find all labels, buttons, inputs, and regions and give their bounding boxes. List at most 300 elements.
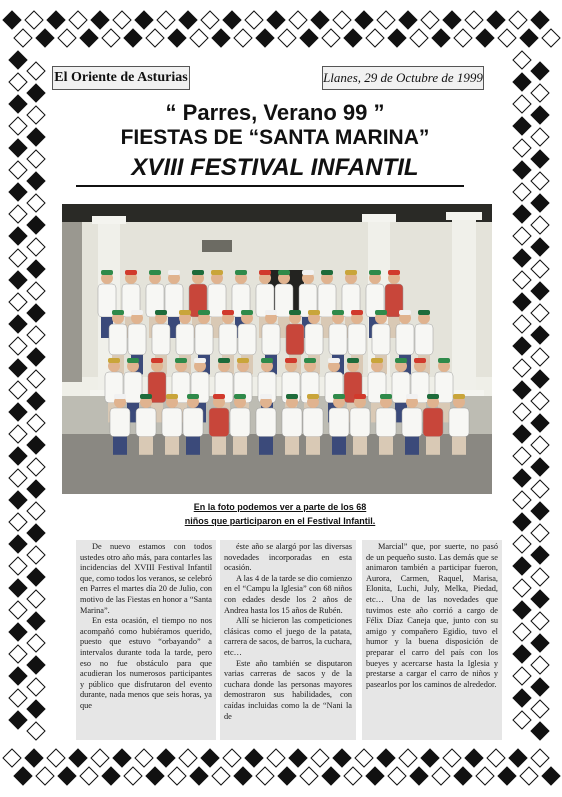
child-cap <box>418 310 430 315</box>
border-diamond <box>289 11 307 29</box>
border-diamond <box>9 227 27 245</box>
child-shirt <box>348 324 366 355</box>
border-diamond <box>9 579 27 597</box>
border-diamond <box>27 216 45 234</box>
photo-caption <box>100 500 460 528</box>
border-diamond <box>531 590 549 608</box>
child-legs <box>379 437 393 455</box>
border-diamond <box>9 205 27 223</box>
border-diamond <box>27 84 45 102</box>
border-diamond <box>124 767 142 785</box>
child-cap <box>371 358 383 363</box>
child-cap <box>399 310 411 315</box>
border-diamond <box>531 458 549 476</box>
border-diamond <box>476 767 494 785</box>
child-cap <box>285 358 297 363</box>
border-diamond <box>27 326 45 344</box>
border-diamond <box>27 458 45 476</box>
child-cap <box>438 358 450 363</box>
border-diamond <box>47 749 65 767</box>
border-diamond <box>27 106 45 124</box>
child-cap <box>175 358 187 363</box>
border-diamond <box>513 645 531 663</box>
child-legs <box>332 437 346 455</box>
child-shirt <box>256 408 276 437</box>
child-cap <box>259 270 271 275</box>
border-diamond <box>102 767 120 785</box>
child-cap <box>427 394 439 399</box>
border-diamond <box>190 767 208 785</box>
group-photo <box>62 204 492 494</box>
headline-underline <box>76 185 464 187</box>
border-diamond <box>27 524 45 542</box>
child-shirt <box>209 408 229 437</box>
border-diamond <box>27 480 45 498</box>
child-shirt <box>415 324 433 355</box>
border-diamond <box>9 667 27 685</box>
border-diamond <box>27 370 45 388</box>
child-shirt <box>303 408 323 437</box>
child-shirt <box>176 324 194 355</box>
border-diamond <box>300 767 318 785</box>
child-cap <box>151 358 163 363</box>
border-diamond <box>27 546 45 564</box>
border-diamond <box>513 403 531 421</box>
border-diamond <box>9 161 27 179</box>
border-diamond <box>531 128 549 146</box>
border-diamond <box>520 29 538 47</box>
child-shirt <box>286 324 304 355</box>
border-diamond <box>27 612 45 630</box>
border-diamond <box>513 337 531 355</box>
border-diamond <box>124 29 142 47</box>
border-diamond <box>513 535 531 553</box>
border-diamond <box>9 359 27 377</box>
child-shirt <box>230 408 250 437</box>
border-diamond <box>513 315 531 333</box>
border-diamond <box>399 749 417 767</box>
border-diamond <box>245 749 263 767</box>
border-diamond <box>146 767 164 785</box>
border-diamond <box>513 667 531 685</box>
child-shirt <box>423 408 443 437</box>
border-diamond <box>513 293 531 311</box>
border-diamond <box>410 767 428 785</box>
child-legs <box>259 437 273 455</box>
border-diamond <box>410 29 428 47</box>
border-diamond <box>27 414 45 432</box>
child-cap <box>140 394 152 399</box>
border-diamond <box>513 601 531 619</box>
border-diamond <box>476 29 494 47</box>
border-diamond <box>531 370 549 388</box>
border-diamond <box>278 767 296 785</box>
border-diamond <box>9 601 27 619</box>
child-cap <box>286 394 298 399</box>
border-diamond <box>102 29 120 47</box>
border-diamond <box>531 524 549 542</box>
border-diamond <box>542 767 560 785</box>
border-diamond <box>388 767 406 785</box>
paragraph: A las 4 de la tarde se dio comienzo en el “Campu la Iglesia” con 68 niños con edades desde los 2 años de Andrea hasta los 15 años de Rubén. <box>224 573 352 615</box>
border-diamond <box>27 436 45 454</box>
child-shirt <box>238 324 256 355</box>
child-cap <box>127 358 139 363</box>
child-cap <box>114 394 126 399</box>
border-diamond <box>531 436 549 454</box>
border-diamond <box>513 95 531 113</box>
child-cap <box>321 270 333 275</box>
border-diamond <box>27 568 45 586</box>
child-shirt <box>329 324 347 355</box>
child-cap <box>307 394 319 399</box>
child-cap <box>260 394 272 399</box>
child-shirt <box>329 408 349 437</box>
border-diamond <box>465 749 483 767</box>
child-cap <box>278 270 290 275</box>
border-diamond <box>289 749 307 767</box>
child-shirt <box>183 408 203 437</box>
dateline: Llanes, 29 de Octubre de 1999 <box>322 66 484 90</box>
border-diamond <box>513 249 531 267</box>
article-column-2 <box>220 540 356 740</box>
border-diamond <box>531 568 549 586</box>
border-diamond <box>531 634 549 652</box>
border-diamond <box>432 767 450 785</box>
child-cap <box>179 310 191 315</box>
border-diamond <box>9 557 27 575</box>
border-diamond <box>322 767 340 785</box>
border-diamond <box>234 29 252 47</box>
border-diamond <box>256 29 274 47</box>
child-cap <box>194 358 206 363</box>
border-diamond <box>27 172 45 190</box>
child-cap <box>187 394 199 399</box>
border-diamond <box>27 260 45 278</box>
caption-line-1: En la foto podemos ver a parte de los 68 <box>193 502 367 512</box>
child-cap <box>211 270 223 275</box>
border-diamond <box>513 117 531 135</box>
border-diamond <box>513 469 531 487</box>
child-legs <box>353 437 367 455</box>
border-diamond <box>498 767 516 785</box>
border-diamond <box>234 767 252 785</box>
border-diamond <box>27 150 45 168</box>
child-cap <box>375 310 387 315</box>
border-diamond <box>135 749 153 767</box>
border-diamond <box>443 11 461 29</box>
border-diamond <box>69 749 87 767</box>
child-shirt <box>396 324 414 355</box>
border-diamond <box>168 29 186 47</box>
border-diamond <box>366 29 384 47</box>
border-diamond <box>267 11 285 29</box>
border-diamond <box>531 348 549 366</box>
border-diamond <box>245 11 263 29</box>
border-diamond <box>443 749 461 767</box>
border-diamond <box>513 689 531 707</box>
border-diamond <box>9 513 27 531</box>
border-diamond <box>9 337 27 355</box>
child-cap <box>234 394 246 399</box>
border-diamond <box>36 29 54 47</box>
border-diamond <box>9 95 27 113</box>
border-diamond <box>542 29 560 47</box>
child-cap <box>235 270 247 275</box>
border-diamond <box>58 767 76 785</box>
child-legs <box>165 437 179 455</box>
border-diamond <box>27 128 45 146</box>
child-cap <box>302 270 314 275</box>
border-diamond <box>223 749 241 767</box>
border-diamond <box>9 73 27 91</box>
border-diamond <box>27 590 45 608</box>
border-diamond <box>157 749 175 767</box>
border-diamond <box>146 29 164 47</box>
border-diamond <box>179 11 197 29</box>
child-cap <box>166 394 178 399</box>
border-diamond <box>513 447 531 465</box>
child-legs <box>405 437 419 455</box>
child-shirt <box>152 324 170 355</box>
border-diamond <box>201 11 219 29</box>
border-diamond <box>531 150 549 168</box>
border-diamond <box>531 326 549 344</box>
border-diamond <box>9 315 27 333</box>
child-cap <box>333 394 345 399</box>
border-diamond <box>513 381 531 399</box>
border-diamond <box>509 749 527 767</box>
border-diamond <box>27 62 45 80</box>
border-diamond <box>9 469 27 487</box>
border-diamond <box>513 73 531 91</box>
border-diamond <box>487 749 505 767</box>
border-diamond <box>36 767 54 785</box>
border-diamond <box>513 513 531 531</box>
border-diamond <box>513 491 531 509</box>
child-cap <box>332 310 344 315</box>
border-diamond <box>113 11 131 29</box>
paragraph: En esta ocasión, el tiempo no nos acompañó como hubiéramos querido, puesto que estuvo “orbayando” a intervalos durante toda la tarde, pero eso no fue obstáculo para que acudieran los numerosos participantes y público que disfrutaron del evento durante, nada menos que seis horas, ya que <box>80 616 212 710</box>
border-diamond <box>212 29 230 47</box>
border-diamond <box>9 271 27 289</box>
child-shirt <box>372 324 390 355</box>
child-cap <box>304 358 316 363</box>
border-diamond <box>513 139 531 157</box>
border-diamond <box>9 425 27 443</box>
border-diamond <box>80 29 98 47</box>
border-diamond <box>300 29 318 47</box>
border-diamond <box>9 293 27 311</box>
article-column-1 <box>76 540 216 740</box>
child-shirt <box>376 408 396 437</box>
border-diamond <box>9 139 27 157</box>
border-diamond <box>531 612 549 630</box>
border-diamond <box>27 502 45 520</box>
border-diamond <box>256 767 274 785</box>
border-diamond <box>27 238 45 256</box>
border-diamond <box>9 183 27 201</box>
paragraph: Allí se hicieron las competiciones clásicas como el juego de la patata, carrera de sacos, de barros, la cuchara, etc… <box>224 616 352 657</box>
border-diamond <box>421 11 439 29</box>
border-diamond <box>27 194 45 212</box>
border-diamond <box>513 205 531 223</box>
border-diamond <box>14 29 32 47</box>
border-diamond <box>80 767 98 785</box>
child-cap <box>241 310 253 315</box>
child-cap <box>369 270 381 275</box>
border-diamond <box>9 645 27 663</box>
child-shirt <box>219 324 237 355</box>
child-cap <box>289 310 301 315</box>
border-diamond <box>531 260 549 278</box>
child-shirt <box>110 408 130 437</box>
border-diamond <box>465 11 483 29</box>
child-legs <box>306 437 320 455</box>
border-diamond <box>513 227 531 245</box>
child-shirt <box>128 324 146 355</box>
border-diamond <box>513 425 531 443</box>
border-diamond <box>520 767 538 785</box>
child-cap <box>308 310 320 315</box>
child-cap <box>125 270 137 275</box>
border-diamond <box>27 722 45 740</box>
child-cap <box>388 270 400 275</box>
border-diamond <box>531 414 549 432</box>
border-diamond <box>311 11 329 29</box>
border-diamond <box>531 656 549 674</box>
border-diamond <box>531 700 549 718</box>
border-diamond <box>531 502 549 520</box>
border-diamond <box>388 29 406 47</box>
border-diamond <box>322 29 340 47</box>
child-legs <box>212 437 226 455</box>
border-diamond <box>513 161 531 179</box>
border-diamond <box>27 348 45 366</box>
child-shirt <box>305 324 323 355</box>
border-diamond <box>9 711 27 729</box>
child-cap <box>380 394 392 399</box>
border-diamond <box>531 392 549 410</box>
headline-fiestas: FIESTAS DE “SANTA MARINA” <box>120 126 430 149</box>
child-legs <box>452 437 466 455</box>
border-diamond <box>9 535 27 553</box>
border-diamond <box>513 271 531 289</box>
border-diamond <box>531 546 549 564</box>
border-diamond <box>513 359 531 377</box>
child-cap <box>237 358 249 363</box>
paragraph: De nuevo estamos con todos ustedes otro año más, para contarles las incidencias del XVIII Festival Infantil que, como todos los veranos, se celebró en Parres el martes día 20 de Julio, con motivo de las Fiestas en honor a “Santa Marina”. <box>80 542 212 615</box>
border-diamond <box>135 11 153 29</box>
child-legs <box>233 437 247 455</box>
border-diamond <box>223 11 241 29</box>
child-cap <box>155 310 167 315</box>
headline-parres: “ Parres, Verano 99 ” <box>165 100 385 125</box>
border-diamond <box>513 711 531 729</box>
child-legs <box>285 437 299 455</box>
border-diamond <box>344 767 362 785</box>
child-shirt <box>124 372 142 403</box>
border-diamond <box>27 282 45 300</box>
child-cap <box>345 270 357 275</box>
border-diamond <box>366 767 384 785</box>
border-diamond <box>212 767 230 785</box>
border-diamond <box>454 29 472 47</box>
border-diamond <box>9 51 27 69</box>
border-diamond <box>513 623 531 641</box>
child-shirt <box>350 408 370 437</box>
border-diamond <box>531 106 549 124</box>
newspaper-name: El Oriente de Asturias <box>52 66 190 90</box>
child-legs <box>426 437 440 455</box>
child-cap <box>351 310 363 315</box>
border-diamond <box>9 491 27 509</box>
child-cap <box>354 394 366 399</box>
border-diamond <box>333 749 351 767</box>
border-diamond <box>344 29 362 47</box>
border-diamond <box>58 29 76 47</box>
border-diamond <box>531 11 549 29</box>
border-diamond <box>179 749 197 767</box>
border-diamond <box>3 749 21 767</box>
border-diamond <box>9 249 27 267</box>
border-diamond <box>25 11 43 29</box>
child-cap <box>198 310 210 315</box>
child-shirt <box>136 408 156 437</box>
headline-festival: XVIII FESTIVAL INFANTIL <box>131 154 419 181</box>
border-diamond <box>311 749 329 767</box>
child-cap <box>328 358 340 363</box>
border-diamond <box>454 767 472 785</box>
border-diamond <box>513 579 531 597</box>
border-diamond <box>27 634 45 652</box>
child-shirt <box>109 324 127 355</box>
border-diamond <box>498 29 516 47</box>
border-diamond <box>25 749 43 767</box>
border-diamond <box>9 689 27 707</box>
border-diamond <box>91 749 109 767</box>
border-diamond <box>513 51 531 69</box>
child-cap <box>453 394 465 399</box>
border-diamond <box>399 11 417 29</box>
border-diamond <box>531 62 549 80</box>
child-cap <box>395 358 407 363</box>
child-cap <box>131 310 143 315</box>
child-shirt <box>262 324 280 355</box>
border-diamond <box>531 84 549 102</box>
border-diamond <box>9 117 27 135</box>
child-cap <box>112 310 124 315</box>
border-diamond <box>278 29 296 47</box>
border-diamond <box>190 29 208 47</box>
border-diamond <box>377 11 395 29</box>
border-diamond <box>27 678 45 696</box>
border-diamond <box>531 172 549 190</box>
border-diamond <box>531 282 549 300</box>
border-diamond <box>333 11 351 29</box>
paragraph: Marcial” que, por suerte, no pasó de un pequeño susto. Las demás que se animaron también a participar fueron, Aurora, Carmen, Raquel, Marisa, Elonita, Luchi, July, Melka, Piedad, etc… Una de las novedades que tuvimos este año corrió a cargo de Félix Díaz Caneja que, junto con su amigo y compañero Egidio, tuvo el humor y la buena disposición de preparar el carro del país con los bueyes y acercarse hasta la Iglesia y prestarse a cargar el carro de niños y pasearlos por los caminos de alrededor. <box>366 542 498 689</box>
border-diamond <box>9 381 27 399</box>
border-diamond <box>201 749 219 767</box>
border-diamond <box>513 557 531 575</box>
child-cap <box>406 394 418 399</box>
border-diamond <box>513 183 531 201</box>
border-diamond <box>531 216 549 234</box>
border-diamond <box>267 749 285 767</box>
border-diamond <box>9 623 27 641</box>
border-diamond <box>531 749 549 767</box>
child-cap <box>218 358 230 363</box>
